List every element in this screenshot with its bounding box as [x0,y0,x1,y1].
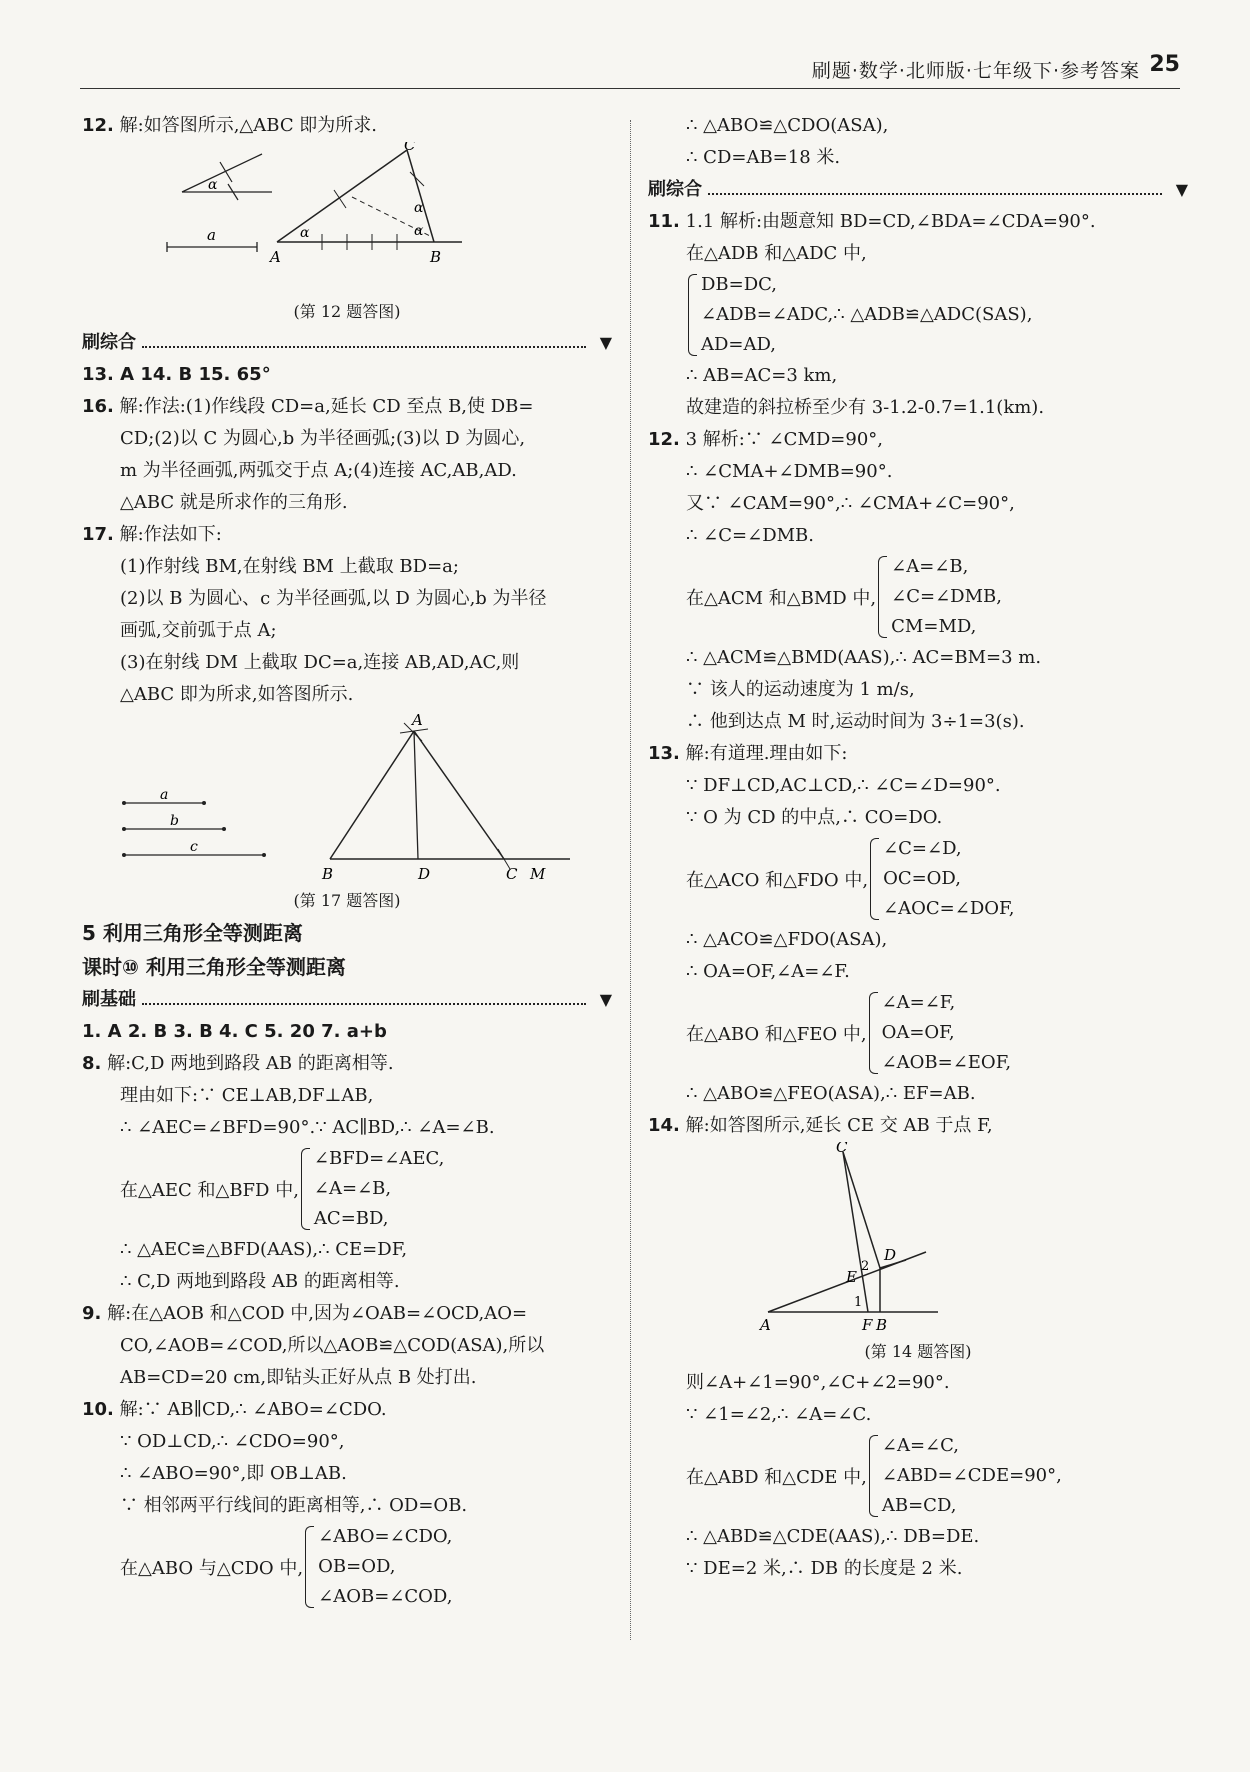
q13-15-answers: 13. A 14. B 15. 65° [82,364,271,385]
fig17-C-label: C [506,865,518,881]
fig17-A-label: A [412,711,423,729]
column-divider [630,120,631,1640]
q14: 14. 解:如答图所示,延长 CE 交 AB 于点 F, C D E A F B 1 2 (第 14 题答图) 则∠A+∠1=90°,∠C+∠2=90°. ∵ ∠1=∠2,∴ ∠A=∠C. 在△ABD 和△CDE 中, ∠A=∠C, ∠ABD=∠CDE=90°, AB=CD, ∴ △ABD≌△CDE(AAS),∴ DB=DE. ∵ DE=2 米,∴ DB 的长度是 2 米. [648,1110,1188,1585]
page-header [80,52,1180,89]
fig12-angle-copy [182,154,272,200]
q11: 11. 1.1 解析:由题意知 BD=CD,∠BDA=∠CDA=90°. 在△ADB 和△ADC 中, DB=DC, ∠ADB=∠ADC,∴ △ADB≌△ADC(SAS), AD=AD, ∴ AB=AC=3 km, 故建造的斜拉桥至少有 3-1.2-0.7=1.1(km). [648,211,1096,418]
fig12-alpha-label-2: α [300,225,310,241]
fig12-caption: (第 12 题答图) [293,302,401,321]
fig12-C-label: C [404,142,416,154]
chapter-title: 5 利用三角形全等测距离 [82,921,303,945]
q13-right: 13. 解:有道理.理由如下: ∵ DF⊥CD,AC⊥CD,∴ ∠C=∠D=90°. ∵ O 为 CD 的中点,∴ CO=DO. 在△ACO 和△FDO 中, ∠C=∠D, OC=OD, ∠AOC=∠DOF, ∴ △ACO≌△FDO(ASA), ∴ OA=OF,∠A=∠F. 在△ABO 和△FEO 中, ∠A=∠F, OA=OF, ∠AOB=∠EOF, ∴ △ABO≌△FEO(ASA),∴ EF=AB. [648,743,1015,1104]
fig17-D-label: D [418,865,431,881]
fig17-segments [122,787,266,857]
section-comprehensive-1: 刷综合 ▼ [82,327,612,359]
q17: 17. 解:作法如下: (1)作射线 BM,在射线 BM 上截取 BD=a; (2)以 B 为圆心、c 为半径画弧,以 D 为圆心,b 为半径 画弧,交前弧于点 A; (3)在射线 DM 上截取 DC=a,连接 AB,AD,AC,则 △ABC 即为所求,如答图所示. [82,524,547,705]
fig14-angle-2: 2 [861,1259,870,1274]
figure-14 [758,1142,1198,1332]
fig12-triangle [268,142,462,266]
fig17-triangle [321,711,570,881]
header-title: 刷题·数学·北师版·七年级下·参考答案 [811,60,1140,82]
fig17-b-label: b [170,813,179,829]
q10-continued-2: ∴ CD=AB=18 米. [686,147,841,168]
q8: 8. 解:C,D 两地到路段 AB 的距离相等. 理由如下:∵ CE⊥AB,DF⊥AB, ∴ ∠AEC=∠BFD=90°.∵ AC∥BD,∴ ∠A=∠B. 在△AEC 和△BFD 中, ∠BFD=∠AEC, ∠A=∠B, AC=BD, ∴ △AEC≌△BFD(AAS),∴ CE=DF, ∴ C,D 两地到路段 AB 的距离相等. [82,1053,495,1292]
section-basic: 刷基础 ▼ [82,984,612,1016]
fig14-angle-1: 1 [854,1295,863,1310]
figure-12 [162,142,602,292]
fig12-A-label: A [270,248,281,266]
q1-7-answers: 1. A 2. B 3. B 4. C 5. 20 7. a+b [82,1021,387,1042]
fig14-A-label: A [760,1316,771,1332]
fig17-B-label: B [322,865,334,881]
fig17-M-label: M [530,865,546,881]
fig14-F-label: F [862,1316,873,1332]
fig14-D-label: D [884,1246,897,1264]
q12-line: 12. 解:如答图所示,△ABC 即为所求. [82,115,378,136]
q10-continued-1: ∴ △ABO≌△CDO(ASA), [686,115,889,136]
left-column [82,110,612,1612]
fig17-a-label: a [160,787,169,803]
right-column [648,110,1188,1585]
fig12-segment-a [167,226,257,252]
q12-right: 12. 3 解析:∵ ∠CMD=90°, ∴ ∠CMA+∠DMB=90°. 又∵ ∠CAM=90°,∴ ∠CMA+∠C=90°, ∴ ∠C=∠DMB. 在△ACM 和△BMD 中, ∠A=∠B, ∠C=∠DMB, CM=MD, ∴ △ACM≌△BMD(AAS),∴ AC=BM=3 m. ∵ 该人的运动速度为 1 m/s, ∴ 他到达点 M 时,运动时间为 3÷1=3(s). [648,429,1042,732]
fig12-alpha-label-3: α [414,200,424,216]
fig14-C-label: C [836,1142,848,1156]
fig12-alpha-label-4: α [414,223,424,239]
fig17-c-label: c [190,839,198,855]
q16: 16. 解:作法:(1)作线段 CD=a,延长 CD 至点 B,使 DB= CD;(2)以 C 为圆心,b 为半径画弧;(3)以 D 为圆心, m 为半径画弧,两弧交于点 A;(4)连接 AC,AB,AD. △ABC 就是所求作的三角形. [82,396,534,513]
figure-17 [122,711,602,881]
fig17-caption: (第 17 题答图) [293,891,401,910]
triangle-icon: ▼ [1175,180,1188,199]
fig14-caption: (第 14 题答图) [864,1342,972,1361]
q9: 9. 解:在△AOB 和△COD 中,因为∠OAB=∠OCD,AO= CO,∠AOB=∠COD,所以△AOB≌△COD(ASA),所以 AB=CD=20 cm,即钻头正好从点 B 处打出. [82,1303,545,1388]
fig12-a-label: a [207,226,216,244]
fig14-B-label: B [876,1316,888,1332]
fig12-B-label: B [430,248,442,266]
triangle-icon: ▼ [599,333,612,352]
triangle-icon: ▼ [599,990,612,1009]
lesson-title: 课时⑩ 利用三角形全等测距离 [82,955,346,979]
fig12-alpha-label-1: α [208,177,218,193]
fig14-E-label: E [846,1268,857,1286]
section-comprehensive-2: 刷综合 ▼ [648,174,1188,206]
q10: 10. 解:∵ AB∥CD,∴ ∠ABO=∠CDO. ∵ OD⊥CD,∴ ∠CDO=90°, ∴ ∠ABO=90°,即 OB⊥AB. ∵ 相邻两平行线间的距离相等,∴ OD=OB. 在△ABO 与△CDO 中, ∠ABO=∠CDO, OB=OD, ∠AOB=∠COD, [82,1399,468,1607]
page-number: 25 [1149,52,1180,77]
